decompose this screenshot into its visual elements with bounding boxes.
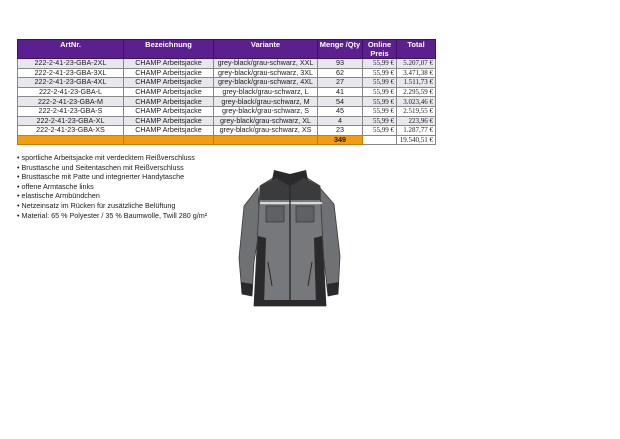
total-qty: 349 [318,135,363,145]
total-cell-empty [214,135,318,145]
cell-qty: 23 [318,126,363,136]
cell-total: 2.519,55 € [397,106,436,116]
cell-bezeichnung: CHAMP Arbeitsjacke [124,126,214,136]
cell-artnr: 222-2-41-23-GBA-XL [18,116,124,126]
table-row [18,97,436,107]
cell-qty: 93 [318,59,363,69]
feature-item: • Material: 65 % Polyester / 35 % Baumwolle, Twill 280 g/m² [17,211,207,221]
cell-artnr: 222-2-41-23-GBA-L [18,87,124,97]
cell-bezeichnung: CHAMP Arbeitsjacke [124,59,214,69]
cell-artnr: 222-2-41-23-GBA-3XL [18,68,124,78]
feature-item: • Brusttasche mit Patte und integrierter Handytasche [17,172,207,182]
total-cell-empty [18,135,124,145]
cell-qty: 62 [318,68,363,78]
cell-artnr: 222-2-41-23-GBA-4XL [18,78,124,88]
cell-qty: 27 [318,78,363,88]
feature-item: • Netzeinsatz im Rücken für zusätzliche Belüftung [17,201,207,211]
header-variante: Variante [214,40,318,59]
cell-variante: grey-black/grau-schwarz, 4XL [214,78,318,88]
cell-artnr: 222-2-41-23-GBA-2XL [18,59,124,69]
header-bezeichnung: Bezeichnung [124,40,214,59]
cell-bezeichnung: CHAMP Arbeitsjacke [124,68,214,78]
total-row [18,135,436,145]
cell-preis: 55,99 € [363,78,397,88]
table-row [18,68,436,78]
table-row [18,78,436,88]
cell-bezeichnung: CHAMP Arbeitsjacke [124,87,214,97]
header-total: Total [397,40,436,59]
cell-total: 2.295,59 € [397,87,436,97]
total-cell-empty [363,135,397,145]
cell-variante: grey-black/grau-schwarz, XXL [214,59,318,69]
cell-bezeichnung: CHAMP Arbeitsjacke [124,78,214,88]
cell-total: 1.287,77 € [397,126,436,136]
cell-variante: grey-black/grau-schwarz, L [214,87,318,97]
cell-qty: 41 [318,87,363,97]
jacket-image [236,166,344,312]
cell-bezeichnung: CHAMP Arbeitsjacke [124,106,214,116]
header-preis: Preis [370,49,389,58]
order-table [17,39,436,145]
cell-preis: 55,99 € [363,68,397,78]
table-row [18,87,436,97]
cell-preis: 55,99 € [363,97,397,107]
cell-preis: 55,99 € [363,59,397,69]
feature-list [17,153,207,220]
header-menge: Menge /Qty [318,40,363,59]
feature-item: • Brusttasche und Seitentaschen mit Reißverschluss [17,163,207,173]
cell-total: 223,96 € [397,116,436,126]
cell-preis: 55,99 € [363,87,397,97]
cell-total: 3.023,46 € [397,97,436,107]
header-artnr: ArtNr. [18,40,124,59]
cell-bezeichnung: CHAMP Arbeitsjacke [124,116,214,126]
feature-item: • elastische Armbündchen [17,191,207,201]
cell-variante: grey-black/grau-schwarz, S [214,106,318,116]
cell-artnr: 222-2-41-23-GBA-S [18,106,124,116]
table-row [18,59,436,69]
table-header-row [18,40,436,59]
cell-variante: grey-black/grau-schwarz, M [214,97,318,107]
cell-variante: grey-black/grau-schwarz, 3XL [214,68,318,78]
cell-preis: 55,99 € [363,116,397,126]
cell-variante: grey-black/grau-schwarz, XL [214,116,318,126]
table-row [18,106,436,116]
cell-variante: grey-black/grau-schwarz, XS [214,126,318,136]
feature-item: • sportliche Arbeitsjacke mit verdecktem Reißverschluss [17,153,207,163]
table-row [18,116,436,126]
header-online: Online [367,40,392,49]
cell-total: 3.471,38 € [397,68,436,78]
cell-total: 5.207,07 € [397,59,436,69]
cell-bezeichnung: CHAMP Arbeitsjacke [124,97,214,107]
cell-qty: 45 [318,106,363,116]
cell-preis: 55,99 € [363,126,397,136]
table-body [18,59,436,136]
cell-artnr: 222-2-41-23-GBA-M [18,97,124,107]
order-sheet [17,39,435,145]
total-sum: 19.540,51 € [397,135,436,145]
table-row [18,126,436,136]
header-online-preis [363,40,397,59]
cell-artnr: 222-2-41-23-GBA-XS [18,126,124,136]
cell-preis: 55,99 € [363,106,397,116]
cell-total: 1.511,73 € [397,78,436,88]
cell-qty: 54 [318,97,363,107]
total-cell-empty [124,135,214,145]
cell-qty: 4 [318,116,363,126]
feature-item: • offene Armtasche links [17,182,207,192]
